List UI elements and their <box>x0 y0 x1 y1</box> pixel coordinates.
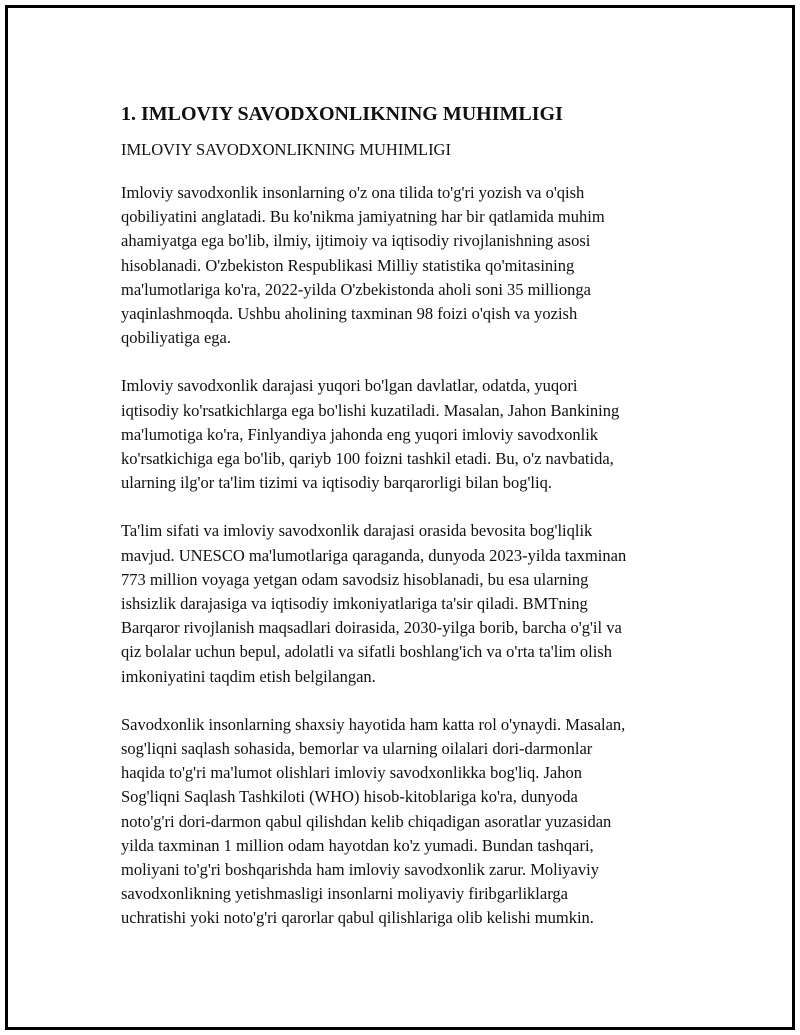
page-frame <box>5 5 795 1030</box>
paragraph-line: haqida to'g'ri ma'lumot olishlari imloviy savodxonlikka bog'liq. Jahon <box>121 763 583 783</box>
paragraph-line: ko'rsatkichiga ega bo'lib, qariyb 100 foizni tashkil etadi. Bu, o'z navbatida, <box>121 449 614 469</box>
paragraph-line: Imloviy savodxonlik insonlarning o'z ona tilida to'g'ri yozish va o'qish <box>121 183 585 202</box>
paragraph-line: Savodxonlik insonlarning shaxsiy hayotida ham katta rol o'ynaydi. Masalan, <box>121 714 626 734</box>
paragraph-line: qiz bolalar uchun bepul, adolatli va sifatli boshlang'ich va o'rta ta'lim olish <box>121 642 612 662</box>
paragraph-line: iqtisodiy ko'rsatkichlarga ega bo'lishi kuzatiladi. Masalan, Jahon Bankining <box>121 400 620 420</box>
paragraph-line: sog'liqni saqlash sohasida, bemorlar va ularning oilalari dori-darmonlar <box>121 739 593 759</box>
paragraph-line: noto'g'ri dori-darmon qabul qilishdan kelib chiqadigan asoratlar yuzasidan <box>121 811 612 831</box>
paragraph-line: imkoniyatini taqdim etish belgilangan. <box>121 666 376 686</box>
paragraph-line: ishsizlik darajasiga va iqtisodiy imkoniyatlariga ta'sir qiladi. BMTning <box>121 594 588 614</box>
paragraph-line: mavjud. UNESCO ma'lumotlariga qaraganda, dunyoda 2023-yilda taxminan <box>121 545 627 565</box>
paragraph-line: hisoblanadi. O'zbekiston Respublikasi Milliy statistika qo'mitasining <box>121 255 575 275</box>
paragraph-line: ahamiyatga ega bo'lib, ilmiy, ijtimoiy va iqtisodiy rivojlanishning asosi <box>121 231 591 251</box>
paragraph-line: yaqinlashmoqda. Ushbu aholining taxminan 98 foizi o'qish va yozish <box>121 304 578 324</box>
paragraph-1 <box>121 181 711 350</box>
paragraph-line: savodxonlikning yetishmasligi insonlarni moliyaviy firibgarliklarga <box>121 884 568 904</box>
paragraph-line: Barqaror rivojlanish maqsadlari doirasida, 2030-yilga borib, barcha o'g'il va <box>121 618 622 638</box>
paragraph-line: Sog'liqni Saqlash Tashkiloti (WHO) hisob-kitoblariga ko'ra, dunyoda <box>121 787 578 807</box>
paragraph-2 <box>121 374 711 495</box>
section-subheading: IMLOVIY SAVODXONLIKNING MUHIMLIGI <box>121 140 451 159</box>
paragraph-line: 773 million voyaga yetgan odam savodsiz hisoblanadi, bu esa ularning <box>121 569 589 589</box>
section-heading: 1. IMLOVIY SAVODXONLIKNING MUHIMLIGI <box>121 103 563 125</box>
paragraph-3 <box>121 519 711 688</box>
paragraph-line: qobiliyatiga ega. <box>121 328 231 348</box>
paragraph-line: Ta'lim sifati va imloviy savodxonlik darajasi orasida bevosita bog'liqlik <box>121 521 593 541</box>
paragraph-line: ma'lumotiga ko'ra, Finlyandiya jahonda eng yuqori imloviy savodxonlik <box>121 424 599 444</box>
document-body <box>121 102 711 955</box>
paragraph-4 <box>121 713 711 931</box>
paragraph-line: qobiliyatini anglatadi. Bu ko'nikma jamiyatning har bir qatlamida muhim <box>121 207 605 227</box>
paragraph-line: yilda taxminan 1 million odam hayotdan ko'z yumadi. Bundan tashqari, <box>121 835 594 855</box>
paragraph-line: ularning ilg'or ta'lim tizimi va iqtisodiy barqarorligi bilan bog'liq. <box>121 473 552 493</box>
paragraph-line: Imloviy savodxonlik darajasi yuqori bo'lgan davlatlar, odatda, yuqori <box>121 376 578 396</box>
paragraph-line: moliyani to'g'ri boshqarishda ham imloviy savodxonlik zarur. Moliyaviy <box>121 860 599 880</box>
paragraph-line: ma'lumotlariga ko'ra, 2022-yilda O'zbekistonda aholi soni 35 millionga <box>121 279 591 299</box>
paragraph-line: uchratishi yoki noto'g'ri qarorlar qabul qilishlariga olib kelishi mumkin. <box>121 908 594 928</box>
